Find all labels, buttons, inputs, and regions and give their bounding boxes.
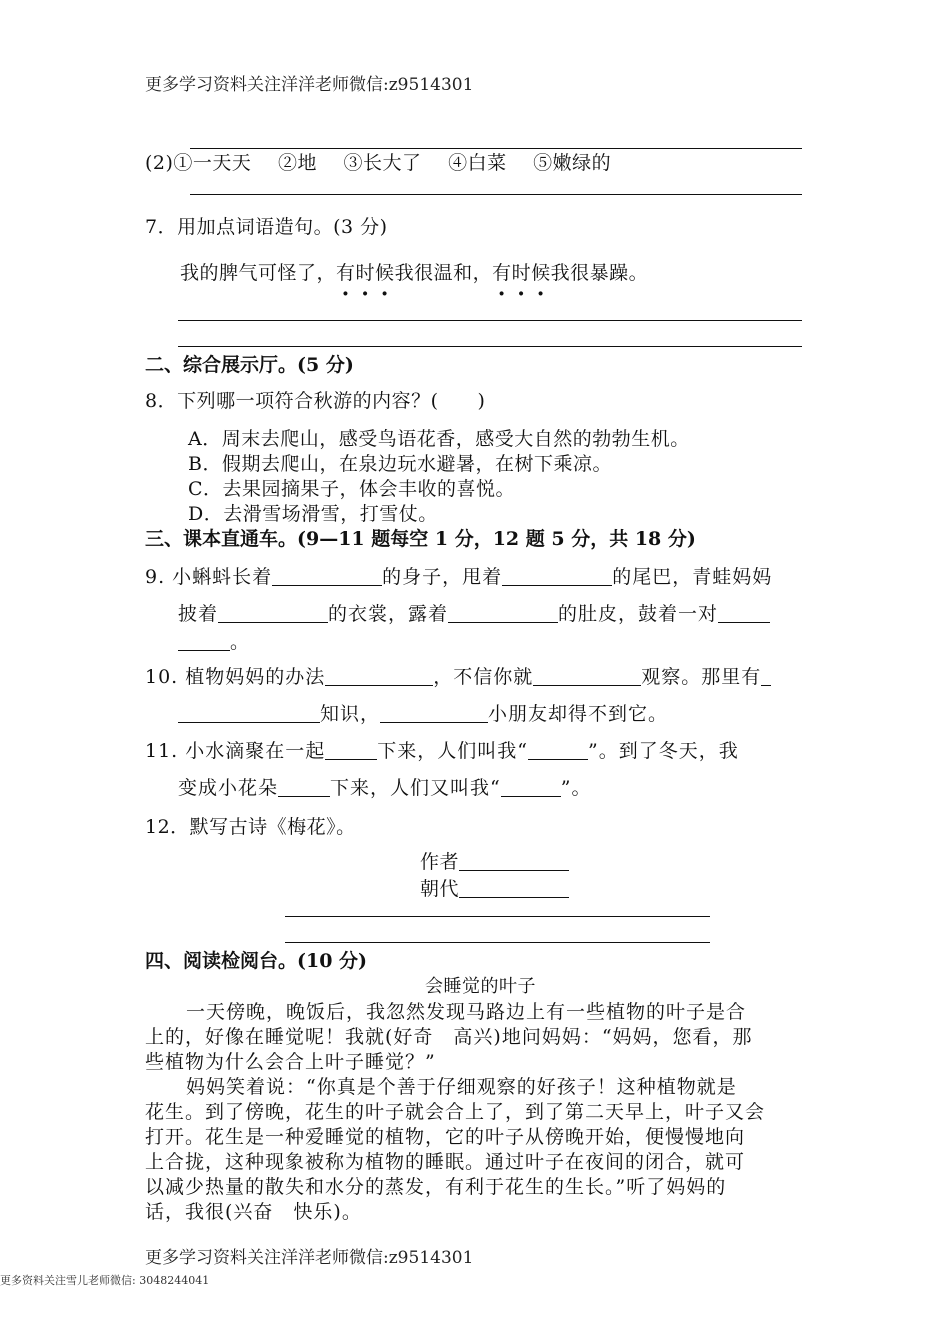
blank [272, 566, 382, 586]
answer-line [178, 346, 802, 347]
passage-line: 妈妈笑着说：“你真是个善于仔细观察的好孩子！这种植物就是 [186, 1076, 737, 1098]
q6-part2 [145, 148, 611, 175]
q11-text: 变成小花朵 [178, 777, 279, 799]
passage-line: 上合拢，这种现象被称为植物的睡眠。通过叶子在夜间的闭合，就可 [145, 1151, 746, 1173]
q8-option-b: B．假期去爬山，在泉边玩水避暑，在树下乘凉。 [188, 453, 612, 475]
blank [533, 666, 641, 686]
answer-line [190, 194, 802, 195]
word-2: ②地 [277, 152, 317, 174]
q11-text: ”。到了冬天，我 [587, 740, 739, 762]
q12-title: 12．默写古诗《梅花》。 [145, 816, 356, 838]
q9-text: 的衣裳，露着 [328, 603, 449, 625]
word-3: ③长大了 [343, 152, 422, 174]
poem-line [285, 942, 710, 943]
q11-text: 下来，人们叫我“ [377, 740, 528, 762]
blank [501, 777, 561, 797]
q7-text: 我的脾气可怪了， [180, 262, 337, 284]
q10-text: ，不信你就 [433, 666, 534, 688]
q11-line1 [145, 736, 739, 763]
q8-option-a: A．周末去爬山，感受鸟语花香，感受大自然的勃勃生机。 [188, 428, 690, 450]
author-blank [459, 851, 569, 871]
section3-title: 三、课本直通车。(9—11 题每空 1 分，12 题 5 分，共 18 分) [145, 528, 696, 550]
word-4: ④白菜 [448, 152, 507, 174]
q11-text: ”。 [560, 777, 592, 799]
q8-title: 8．下列哪一项符合秋游的内容？( ) [145, 390, 486, 412]
q9-text: 。 [230, 631, 251, 653]
q9-text: 的尾巴，青蛙妈妈 [612, 566, 773, 588]
q7-sentence [180, 258, 648, 285]
q9-line1 [145, 562, 772, 589]
q7-text: 我很温和， [394, 262, 493, 284]
blank [528, 740, 588, 760]
section4-title: 四、阅读检阅台。(10 分) [145, 950, 368, 972]
poem-line [285, 916, 710, 917]
q11-line2 [178, 773, 591, 800]
blank [718, 603, 770, 623]
section2-title: 二、综合展示厅。(5 分) [145, 354, 354, 376]
q10-line1 [145, 662, 771, 689]
blank [448, 603, 558, 623]
q9-line2 [178, 599, 770, 626]
passage-line: 话，我很(兴奋 快乐)。 [145, 1201, 362, 1223]
watermark-top: 更多学习资料关注洋洋老师微信:z9514301 [145, 75, 474, 95]
dotted-word: 有时候 [492, 262, 551, 284]
q9-line3 [178, 627, 250, 654]
q10-text: 10. 植物妈妈的办法 [145, 666, 326, 688]
dynasty-blank [459, 878, 569, 898]
blank [278, 777, 330, 797]
blank [761, 666, 771, 686]
watermark-corner: 更多资料关注雪儿老师微信: 3048244041 [0, 1274, 210, 1287]
dynasty-label: 朝代 [420, 878, 460, 900]
q7-text: 我很暴躁。 [550, 262, 649, 284]
answer-line [178, 320, 802, 321]
blank [178, 703, 320, 723]
q10-text: 知识， [320, 703, 381, 725]
author-label: 作者 [420, 851, 460, 873]
passage-line: 花生。到了傍晚，花生的叶子就会合上了，到了第二天早上，叶子又会 [145, 1101, 766, 1123]
word-5: ⑤嫩绿的 [533, 152, 612, 174]
q11-text: 11. 小水滴聚在一起 [145, 740, 326, 762]
watermark-bottom: 更多学习资料关注洋洋老师微信:z9514301 [145, 1248, 474, 1268]
q6-part2-label: (2) [145, 152, 174, 174]
q11-text: 下来，人们又叫我“ [330, 777, 501, 799]
q7-title: 7．用加点词语造句。(3 分) [145, 216, 388, 238]
q12-dynasty [420, 874, 569, 901]
q10-text: 小朋友却得不到它。 [488, 703, 669, 725]
word-1: ①一天天 [173, 152, 252, 174]
q12-author [420, 847, 569, 874]
blank [218, 603, 328, 623]
passage-line: 一天傍晚，晚饭后，我忽然发现马路边上有一些植物的叶子是合 [186, 1001, 747, 1023]
blank [178, 631, 230, 651]
q8-option-c: C．去果园摘果子，体会丰收的喜悦。 [188, 478, 516, 500]
blank [502, 566, 612, 586]
blank [325, 740, 377, 760]
q9-text: 的肚皮，鼓着一对 [558, 603, 719, 625]
passage-line: 上的，好像在睡觉呢！我就(好奇 高兴)地问妈妈：“妈妈，您看，那 [145, 1026, 753, 1048]
q8-option-d: D．去滑雪场滑雪，打雪仗。 [188, 503, 438, 525]
q10-text: 观察。那里有 [641, 666, 762, 688]
passage-line: 打开。花生是一种爱睡觉的植物，它的叶子从傍晚开始，便慢慢地向 [145, 1126, 746, 1148]
dotted-word: 有时候 [336, 262, 395, 284]
passage-line: 以减少热量的散失和水分的蒸发，有利于花生的生长。”听了妈妈的 [145, 1176, 727, 1198]
q9-text: 的身子，甩着 [382, 566, 503, 588]
passage-title: 会睡觉的叶子 [425, 976, 536, 997]
blank [325, 666, 433, 686]
blank [380, 703, 488, 723]
q9-text: 披着 [178, 603, 219, 625]
passage-line: 些植物为什么会合上叶子睡觉？” [145, 1051, 436, 1073]
q10-line2 [178, 699, 668, 726]
q9-text: 9. 小蝌蚪长着 [145, 566, 273, 588]
